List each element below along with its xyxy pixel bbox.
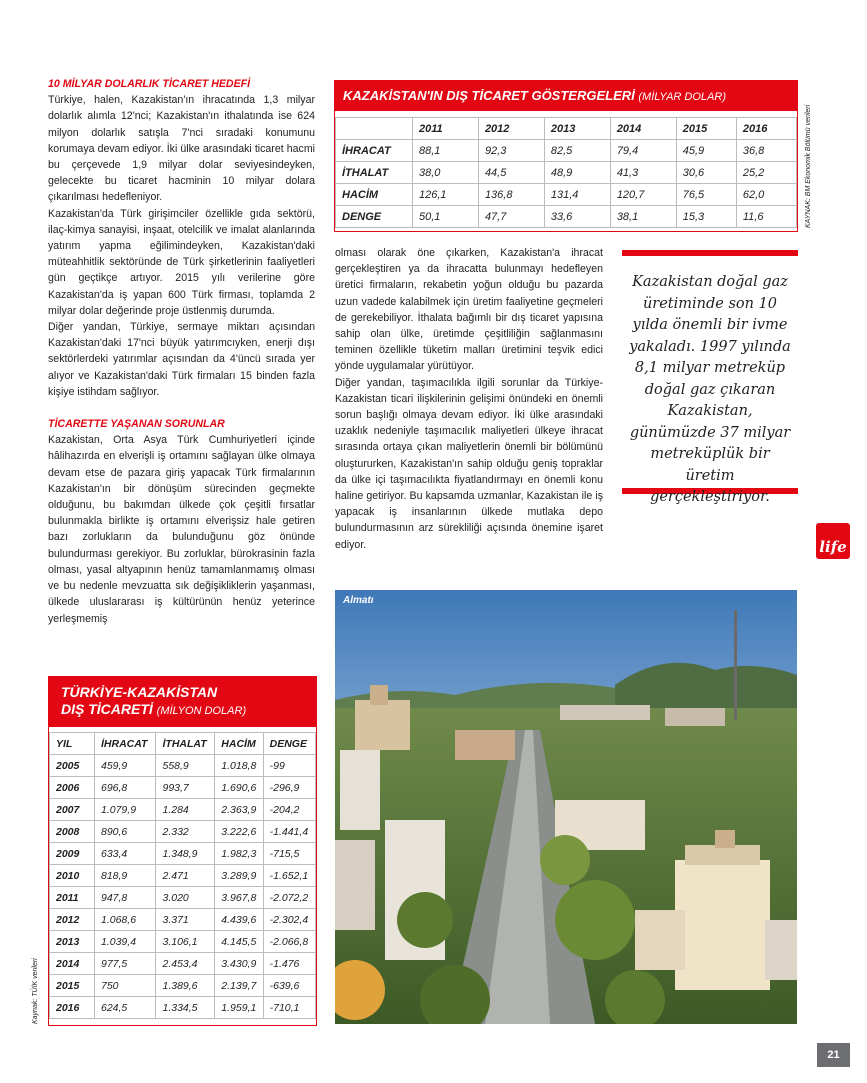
year-cell: 2007	[50, 799, 95, 821]
table-cell: 750	[95, 975, 156, 997]
table-cell: 136,8	[478, 184, 544, 206]
table-cell: 1.389,6	[156, 975, 215, 997]
trade-grid	[49, 732, 316, 1019]
year-cell: 2016	[50, 997, 95, 1019]
table-cell: 47,7	[478, 206, 544, 228]
table-cell: 696,8	[95, 777, 156, 799]
page-number: 21	[817, 1043, 850, 1067]
table-cell: 92,3	[478, 140, 544, 162]
table-cell: 1.079,9	[95, 799, 156, 821]
table-cell: 62,0	[736, 184, 796, 206]
table-cell: 3.967,8	[215, 887, 263, 909]
left-text-column	[48, 76, 315, 627]
table-cell: 3.020	[156, 887, 215, 909]
table-row	[336, 206, 797, 228]
year-cell: 2005	[50, 755, 95, 777]
table-cell: 624,5	[95, 997, 156, 1019]
paragraph: Kazakistan, Orta Asya Türk Cumhuriyetleri içinde hâlihazırda en elverişli iş ortamını sağlayan ülke olmaya devam etse de pazara giriş yapacak Türk firmalarının Kazakistan'ın bir dönüşüm sürecinden geçmekte olduğunu, bu bakımdan ülkede çok çeşitli fırsatlar bulunmakla birlikte iş ortamını elverişsiz hale getiren bazı zorlukların da bulunduğunu göz önünde bulundurması gerekiyor. Bu zorluklar, bürokrasinin fazla olması, yasal altyapının henüz tamamlanmamış olması ve bu nedenle mevzuatta sık değişikliklerin yaşanması, ülkede uluslararası iş kültürünün henüz yeterince yerleşmemiş	[48, 434, 315, 625]
pull-quote	[622, 250, 798, 505]
table-row	[336, 184, 797, 206]
table-cell: 44,5	[478, 162, 544, 184]
paragraph: Türkiye, halen, Kazakistan'ın ihracatında 1,3 milyar dolarlık alımla 12'nci; Kazakistan'ın ithalatında ise 624 milyon dolarlık satışla 7'nci sıradaki konumunu korumaya devam ediyor. İki ülke arasındaki ticaret hacmi bu çerçevede 1,9 milyar dolar seviyesindeyken, gelecekte bu ticaret hacminin 10 milyar dolara çıkarılması hedefleniyor.	[48, 94, 315, 204]
table-row	[50, 755, 316, 777]
table-header-row	[336, 118, 797, 140]
year-cell: 2011	[50, 887, 95, 909]
table-cell: 2.332	[156, 821, 215, 843]
table-row	[50, 843, 316, 865]
heading-trade-target: 10 MİLYAR DOLARLIK TİCARET HEDEFİ	[48, 78, 251, 90]
table-row	[50, 821, 316, 843]
table-cell: 82,5	[544, 140, 610, 162]
table-cell: -715,5	[263, 843, 315, 865]
photo-caption: Almatı	[343, 595, 374, 606]
table-cell: 41,3	[610, 162, 676, 184]
paragraph: Diğer yandan, taşımacılıkla ilgili sorunlar da Türkiye-Kazakistan ticari ilişkilerinin gelişimi önündeki en önemli sorun başlığı olmaya devam ediyor. İki ülke arasındaki uzaklık nedeniyle taşımacılık maliyetleri ülkeye ihracat sırasında ortaya çıkan maliyetlerin önemli bir bölümünü oluştururken, Kazakistan'ın sahip olduğu geniş topraklar da ülke içi taşımacılıkta fiyatlandırmayı en önemli konu haline getiriyor. Bu kapsamda uzmanlar, Kazakistan ile iş yapacak iş insanlarının ülkede mutlaka depo bulundurmasının arz sürekliliği açısında önemine işaret ediyor.	[335, 376, 603, 551]
table-title: KAZAKİSTAN'IN DIŞ TİCARET GÖSTERGELERİ	[343, 88, 635, 103]
row-label: İTHALAT	[336, 162, 413, 184]
table-cell: 1.068,6	[95, 909, 156, 931]
table-corner-cell	[336, 118, 413, 140]
year-header: 2012	[478, 118, 544, 140]
table-cell: 25,2	[736, 162, 796, 184]
table-unit: (MİLYON DOLAR)	[156, 705, 247, 717]
row-label: İHRACAT	[336, 140, 413, 162]
table-cell: 30,6	[676, 162, 736, 184]
table-cell: 2.363,9	[215, 799, 263, 821]
row-label: HACİM	[336, 184, 413, 206]
table-title-line1: TÜRKİYE-KAZAKİSTAN	[61, 684, 218, 700]
table-cell: 1.334,5	[156, 997, 215, 1019]
table-cell: -2.302,4	[263, 909, 315, 931]
table-header-row	[50, 733, 316, 755]
table-cell: -99	[263, 755, 315, 777]
year-cell: 2009	[50, 843, 95, 865]
heading-trade-problems: TİCARETTE YAŞANAN SORUNLAR	[48, 418, 225, 431]
table-cell: -1.652,1	[263, 865, 315, 887]
table-unit: (MİLYAR DOLAR)	[638, 91, 726, 103]
table-cell: 38,1	[610, 206, 676, 228]
year-header: 2015	[676, 118, 736, 140]
column-header: HACİM	[215, 733, 263, 755]
table-cell: 126,1	[413, 184, 479, 206]
table-cell: 1.039,4	[95, 931, 156, 953]
table-cell: 4.439,6	[215, 909, 263, 931]
almaty-city-photo	[335, 590, 797, 1024]
table-title-bar	[335, 81, 797, 111]
year-header: 2016	[736, 118, 796, 140]
column-header: DENGE	[263, 733, 315, 755]
table-row	[50, 777, 316, 799]
indicators-grid	[335, 117, 797, 228]
table-row	[50, 931, 316, 953]
table-cell: 2.453,4	[156, 953, 215, 975]
table-cell: 33,6	[544, 206, 610, 228]
life-logo: life	[816, 523, 850, 559]
year-cell: 2013	[50, 931, 95, 953]
table-cell: 1.690,6	[215, 777, 263, 799]
table-cell: 1.018,8	[215, 755, 263, 777]
table-cell: 3.289,9	[215, 865, 263, 887]
table-cell: 2.139,7	[215, 975, 263, 997]
table-cell: 15,3	[676, 206, 736, 228]
pull-quote-text: Kazakistan doğal gaz üretiminde son 10 yılda önemli bir ivme yakaladı. 1997 yılında 8,1 milyar metreküp doğal gaz çıkaran Kazakistan, günümüzde 37 milyar metreküplük bir üretim gerçekleştiriyor.	[629, 274, 791, 505]
table-row	[50, 865, 316, 887]
year-header: 2011	[413, 118, 479, 140]
paragraph: Diğer yandan, Türkiye, sermaye miktarı açısından Kazakistan'daki 17'nci büyük yatırımcıyken, enerji dışı sektörlerdeki yatırımlar açısından da 4'üncü sırada yer alıyor ve Kazakistan'daki Türk firmaları 15 binden fazla kişiye istihdam sağlıyor.	[48, 321, 315, 398]
column-header: İTHALAT	[156, 733, 215, 755]
table-row	[336, 162, 797, 184]
table-cell: 131,4	[544, 184, 610, 206]
year-cell: 2006	[50, 777, 95, 799]
table-cell: 36,8	[736, 140, 796, 162]
table-row	[336, 140, 797, 162]
year-header: 2013	[544, 118, 610, 140]
table-cell: -1.476	[263, 953, 315, 975]
table-cell: -1.441,4	[263, 821, 315, 843]
table-cell: -2.066,8	[263, 931, 315, 953]
table-cell: 1.348,9	[156, 843, 215, 865]
table-row	[50, 975, 316, 997]
column-header: YIL	[50, 733, 95, 755]
year-cell: 2008	[50, 821, 95, 843]
table-cell: 88,1	[413, 140, 479, 162]
table-row	[50, 909, 316, 931]
paragraph: Kazakistan'da Türk girişimciler özellikle gıda sektörü, ilaç-kimya sanayisi, inşaat, otelcilik ve imalat alanlarında yatırım yapma eğilimindeyken, Kazakistan'daki müteahhitlik sektöründe de Türk şirketlerinin faaliyetleri gün geçtikçe artıyor. 2015 yılı verilerine göre Kazakistan'da iş yapan 600 Türk firması, toplamda 2 milyar dolar değerinde proje üstlenmiş durumda.	[48, 207, 315, 317]
turkey-kazakhstan-trade-table	[48, 676, 317, 1026]
table-cell: 947,8	[95, 887, 156, 909]
table-cell: -296,9	[263, 777, 315, 799]
table-cell: 890,6	[95, 821, 156, 843]
table-cell: 45,9	[676, 140, 736, 162]
table-cell: 558,9	[156, 755, 215, 777]
table-cell: 38,0	[413, 162, 479, 184]
table-cell: 11,6	[736, 206, 796, 228]
row-label: DENGE	[336, 206, 413, 228]
middle-text-column	[335, 245, 603, 553]
table-cell: 818,9	[95, 865, 156, 887]
paragraph: olması olarak öne çıkarken, Kazakistan'a ihracat gerçekleştiren ya da ihracatta bulunmayı hedefleyen üretici firmaların, rekabetin yoğun olduğu bu pazarda uzun vadede kalabilmek için üretim faaliyetine geçmeleri de gerekebiliyor. İthalata bağımlı bir dış ticaret yapısına sahip olan ülke, üretimde çeşitliliğin sağlanmasını teminen özellikle tüketim malları üretimini teşvik edici yönde uygulamalar yürütüyor.	[335, 247, 603, 373]
table-row	[50, 953, 316, 975]
table-cell: 76,5	[676, 184, 736, 206]
year-cell: 2014	[50, 953, 95, 975]
table-cell: -204,2	[263, 799, 315, 821]
table-cell: 633,4	[95, 843, 156, 865]
year-cell: 2010	[50, 865, 95, 887]
table-cell: 50,1	[413, 206, 479, 228]
city-illustration	[335, 590, 797, 1024]
table-row	[50, 997, 316, 1019]
top-table-source: KAYNAK: BM Ekonomik Bölümü verileri	[805, 104, 812, 228]
table-cell: 3.430,9	[215, 953, 263, 975]
table-cell: -639,6	[263, 975, 315, 997]
table-cell: 79,4	[610, 140, 676, 162]
column-header: İHRACAT	[95, 733, 156, 755]
bottom-table-source: Kaynak: TÜİK verileri	[32, 958, 39, 1024]
table-cell: 3.106,1	[156, 931, 215, 953]
table-row	[50, 887, 316, 909]
table-cell: 3.222,6	[215, 821, 263, 843]
year-cell: 2012	[50, 909, 95, 931]
table-cell: -710,1	[263, 997, 315, 1019]
kazakhstan-trade-indicators-table	[334, 80, 798, 232]
table-cell: -2.072,2	[263, 887, 315, 909]
table-cell: 4.145,5	[215, 931, 263, 953]
table-cell: 977,5	[95, 953, 156, 975]
table-title-bar	[49, 677, 316, 727]
year-cell: 2015	[50, 975, 95, 997]
year-header: 2014	[610, 118, 676, 140]
table-cell: 3.371	[156, 909, 215, 931]
table-cell: 459,9	[95, 755, 156, 777]
table-title-line2: DIŞ TİCARETİ	[61, 701, 153, 717]
table-cell: 1.284	[156, 799, 215, 821]
table-cell: 1.982,3	[215, 843, 263, 865]
table-cell: 120,7	[610, 184, 676, 206]
table-cell: 1.959,1	[215, 997, 263, 1019]
table-row	[50, 799, 316, 821]
table-cell: 993,7	[156, 777, 215, 799]
table-cell: 2.471	[156, 865, 215, 887]
table-cell: 48,9	[544, 162, 610, 184]
